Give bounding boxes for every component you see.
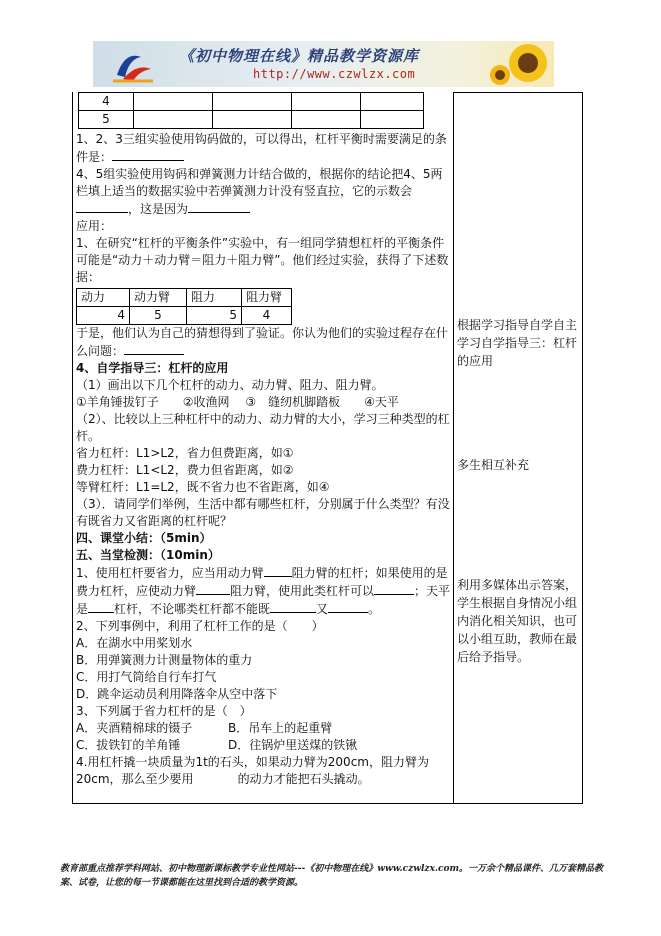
application-question: 1、在研究“杠杆的平衡条件”实验中，有一组同学猜想杠杆的平衡条件可能是“动力＋动力臂＝阻力＋阻力臂”。他们经过实验，获得了下述数据： [76,236,449,284]
q3-option-b: B．吊车上的起重臂 [228,721,333,735]
student-data-table [76,288,292,325]
row-number: 4 [79,93,134,111]
question-1: 1、使用杠杆要省力，应当用动力臂 阻力臂的杠杆；如果使用的是费力杠杆，应使动力臂 阻力臂，使用此类杠杆可以 ；天平是 杠杆，不论哪类杠杆都不能既 又 。 [76,566,451,616]
q2-option-c: C．用打气筒给自行车打气 [76,670,217,684]
conclusion-question: 于是，他们认为自己的猜想得到了验证。你认为他们的实验过程存在什么问题： [76,326,449,358]
guide3-title: 4、自学指导三：杠杆的应用 [76,361,229,375]
q2-option-d: D．跳伞运动员利用降落伞从空中落下 [76,687,278,701]
lever-type-force-costing: 费力杠杆：L1<L2，费力但省距离，如② [76,463,294,477]
summary-heading: 四、课堂小结：（5min） [76,531,212,545]
question-2: 2、下列事例中，利用了杠杆工作的是（ ） [76,619,324,633]
para-spring-scale: 4、5组实验使用钩码和弹簧测力计结合做的，根据你的结论把4、5两栏填上适当的数据实验中若弹簧测力计没有竖直拉，它的示数会 [76,167,443,198]
header-resistance: 阻力 [187,289,242,307]
page-footer: 教育部重点推荐学科网站、初中物理新课标教学专业性网站---《初中物理在线》www.czwlzx.com。一万余个精品课件、几万套精品教案、试卷，让您的每一节课都能在这里找到合适的教学资源。 [60,864,604,888]
lever-type-equal-arm: 等臂杠杆：L1=L2，既不省力也不省距离，如④ [76,480,330,494]
test-heading: 五、当堂检测：（10min） [76,548,220,562]
note-mutual-supplement: 多生相互补充 [457,458,530,472]
header-banner [93,41,554,87]
banner-title: 《初中物理在线》精品教学资源库 [179,47,420,65]
q3-option-c: C．拔铁钉的羊角锤 [76,738,181,752]
site-logo-icon [111,45,155,85]
question-4: 4.用杠杆撬一块质量为1t的石头，如果动力臂为200cm，阻力臂为20cm，那么至少要用 的动力才能把石头撬动。 [76,755,429,786]
right-column-top-border [453,92,582,93]
header-force: 动力 [77,289,130,307]
note-self-study: 根据学习指导自学自主学习自学指导三：杠杆的应用 [457,318,578,368]
answer-blank [76,200,128,213]
answer-blank [124,342,184,355]
answer-blank [112,148,184,161]
para-conditions: 1、2、3三组实验使用钩码做的，可以得出，杠杆平衡时需要满足的条件是： [76,132,447,164]
section-label: 应用： [76,219,113,233]
q3-option-a: A．夹酒精棉球的镊子 [76,721,193,735]
lesson-content: 4 5 1、2、3三组实验使用钩码做的，可以得出，杠杆平衡时需要满足的条件是： 4、5组实验使用钩码和弹簧测力计结合做的，根据你的结论把4、5两栏填上适当的数据实验中若弹簧测力计没有竖直拉，它的示数会 ，这是因为 应用： 1、在研究“杠杆的平衡条件”实验中，有一组同学猜想杠杆的平衡条件可能是“动力＋动力臂＝阻力＋阻力臂”。他们经过实验，获得了下述数据： 动力 动力臂 阻力 阻力臂 4 5 5 4 于是，他们认为自己的猜想得到了验证。你认为他们的实验过程存在什么问题： 4、自学指导三：杠杆的应用 （1）画出以下几个杠杆的动力、动力臂、阻力、阻力臂。 ①羊角锤拔钉子 ②收渔网 ③ 缝纫机脚踏板 ④天平 （2）、比较以上三种杠杆中的动力、动力臂的大小，学习三种类型的杠杆。 省力杠杆：L1>L2，省力但费距离，如① 费力杠杆：L1<L2，费力但省距离，如② 等臂杠杆：L1=L2，既不省力也不省距离，如④ （3）．请同学们举例，生活中都有哪些杠杆，分别属于什么类型？有没有既省力又省距离的杠杆呢？ 四、课堂小结：（5min） 五、当堂检测：（10min） 1、使用杠杆要省力，应当用动力臂 阻力臂的杠杆；如果使用的是费力杠杆，应使动力臂 阻力臂，使用此类杠杆可以 ；天平是 杠杆，不论哪类杠杆都不能既 又 。 2、下列事例中，利用了杠杆工作的是（ ） A．在湖水中用桨划水 B．用弹簧测力计测量物体的重力 C．用打气筒给自行车打气 D．跳伞运动员利用降落伞从空中落下 3、下列属于省力杠杆的是（ ） A．夹酒精棉球的镊子 B．吊车上的起重臂 C．拔铁钉的羊角锤 D．往锅炉里送煤的铁锹 4.用杠杆撬一块质量为1t的石头，如果动力臂为200cm，阻力臂为20cm，那么至少要用 的动力才能把石头撬动。 [76,92,454,788]
q2-option-b: B．用弹簧测力计测量物体的重力 [76,653,253,667]
answer-blank [188,200,250,213]
table-header-row [77,289,292,307]
row-number: 5 [79,111,134,129]
lever-examples: ①羊角锤拔钉子 ②收渔网 ③ 缝纫机脚踏板 ④天平 [76,395,399,409]
table-row [79,111,424,129]
q2-option-a: A．在湖水中用桨划水 [76,636,193,650]
table-row [79,93,424,111]
question-3: 3、下列属于省力杠杆的是（ ） [76,704,252,718]
sunflower-icon [488,41,554,87]
table-row: 4 5 5 4 [77,307,292,325]
banner-url[interactable]: http://www.czwlzx.com [253,67,416,81]
experiment-data-table [78,92,424,129]
note-multimedia-answers: 利用多媒体出示答案，学生根据自身情况小组内消化相关知识，也可以小组互助，教师在最后给予指导。 [457,578,578,664]
q3-option-d: D．往锅炉里送煤的铁锹 [228,738,358,752]
header-resistance-arm: 阻力臂 [242,289,292,307]
header-force-arm: 动力臂 [130,289,187,307]
lever-type-force-saving: 省力杠杆：L1>L2，省力但费距离，如① [76,446,294,460]
